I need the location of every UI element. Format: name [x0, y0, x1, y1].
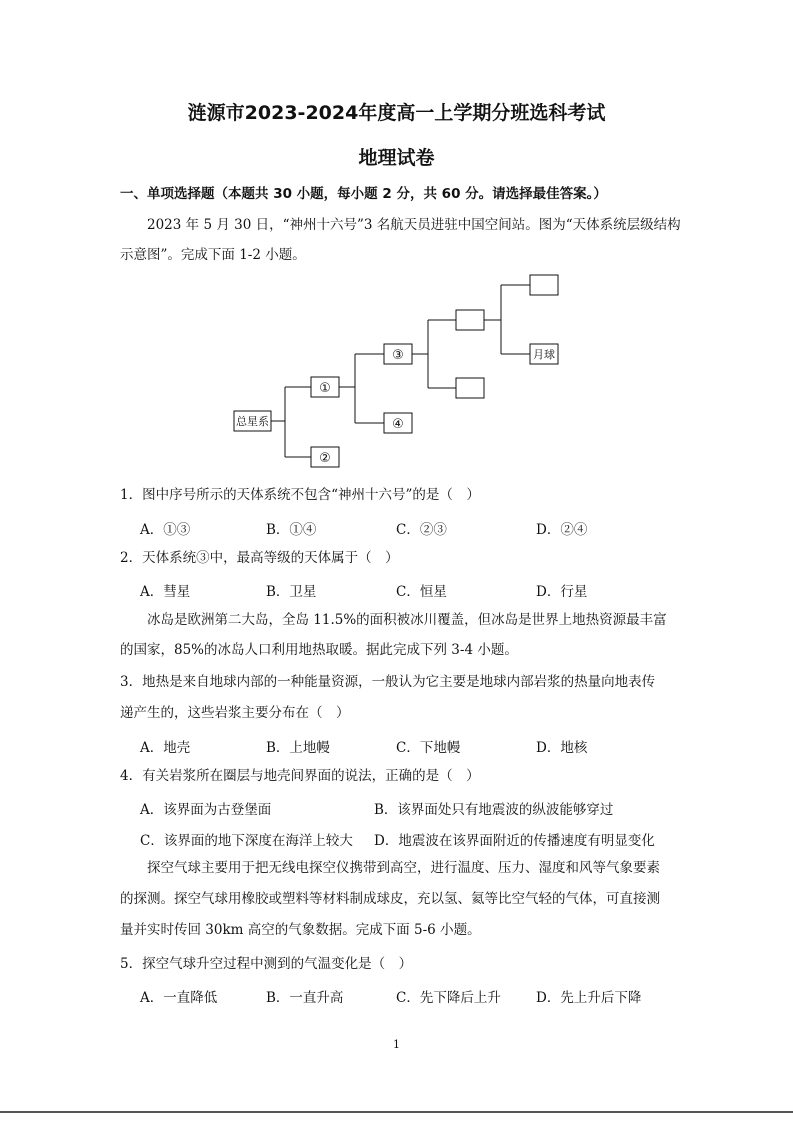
q4-option-b: B．该界面处只有地震波的纵波能够穿过: [374, 802, 614, 818]
q3-option-c: C．下地幔: [396, 740, 461, 756]
q2-option-b: B．卫星: [266, 584, 317, 600]
q4-option-d: D．地震波在该界面附近的传播速度有明显变化: [374, 833, 655, 849]
q2-option-a: A．彗星: [140, 584, 191, 600]
q5-option-c: C．先下降后上升: [396, 990, 501, 1006]
blank-box-low: [456, 378, 484, 398]
q1-stem: 1．图中序号所示的天体系统不包含“神州十六号”的是（ ）: [120, 487, 480, 503]
q4-option-a: A．该界面为古登堡面: [140, 802, 272, 818]
q5-stem: 5．探空气球升空过程中测到的气温变化是（ ）: [120, 956, 413, 972]
q3-stem-line1: 3．地热是来自地球内部的一种能量资源，一般认为它主要是地球内部岩浆的热量向地表传: [120, 674, 656, 690]
blank-box-top: [530, 275, 558, 295]
q2-option-d: D．行星: [536, 584, 588, 600]
q3-option-b: B．上地幔: [266, 740, 330, 756]
q1-option-a: A．①③: [140, 522, 191, 538]
root-label: 总星系: [236, 415, 269, 428]
q5-option-a: A．一直降低: [140, 990, 218, 1006]
blank-box-mid: [456, 310, 484, 330]
q2-option-c: C．恒星: [396, 584, 447, 600]
node1-label: ①: [319, 381, 331, 396]
q4-stem: 4．有关岩浆所在圈层与地壳间界面的说法，正确的是（ ）: [120, 768, 480, 784]
page-number: 1: [393, 1038, 400, 1051]
celestial-system-diagram: [0, 0, 793, 480]
passage2-line1: 冰岛是欧洲第二大岛，全岛 11.5%的面积被冰川覆盖，但冰岛是世界上地热资源最丰富: [147, 612, 667, 628]
page-bottom-divider: [0, 1111, 793, 1113]
passage3-line2: 的探测。探空气球用橡胶或塑料等材料制成球皮，充以氢、氦等比空气轻的气体，可直接测: [120, 891, 660, 907]
q3-option-d: D．地核: [536, 740, 588, 756]
q3-option-a: A．地壳: [140, 740, 191, 756]
q2-stem: 2．天体系统③中，最高等级的天体属于（ ）: [120, 550, 399, 566]
section-heading: 一、单项选择题（本题共 30 小题，每小题 2 分，共 60 分。请选择最佳答案。）: [120, 186, 607, 202]
exam-subtitle: 地理试卷: [358, 147, 435, 169]
q5-option-d: D．先上升后下降: [536, 990, 642, 1006]
q1-option-d: D．②④: [536, 522, 588, 538]
exam-title: 涟源市2023-2024年度高一上学期分班选科考试: [187, 102, 606, 124]
passage1-line1: 2023 年 5 月 30 日，“神州十六号”3 名航天员进驻中国空间站。图为“天体系统层级结构: [147, 217, 681, 233]
passage2-line2: 的国家，85%的冰岛人口利用地热取暖。据此完成下列 3-4 小题。: [120, 642, 518, 658]
q5-option-b: B．一直升高: [266, 990, 344, 1006]
node4-label: ④: [392, 417, 404, 432]
node2-label: ②: [319, 451, 331, 466]
passage3-line3: 量并实时传回 30km 高空的气象数据。完成下面 5-6 小题。: [120, 922, 481, 938]
q3-stem-line2: 递产生的，这些岩浆主要分布在（ ）: [120, 705, 350, 721]
q1-option-b: B．①④: [266, 522, 317, 538]
moon-label: 月球: [533, 348, 555, 361]
q4-option-c: C．该界面的地下深度在海洋上较大: [140, 833, 353, 849]
node3-label: ③: [392, 348, 404, 363]
passage1-line2: 示意图”。完成下面 1-2 小题。: [120, 247, 306, 263]
passage3-line1: 探空气球主要用于把无线电探空仪携带到高空，进行温度、压力、湿度和风等气象要素: [147, 860, 660, 876]
q1-option-c: C．②③: [396, 522, 447, 538]
